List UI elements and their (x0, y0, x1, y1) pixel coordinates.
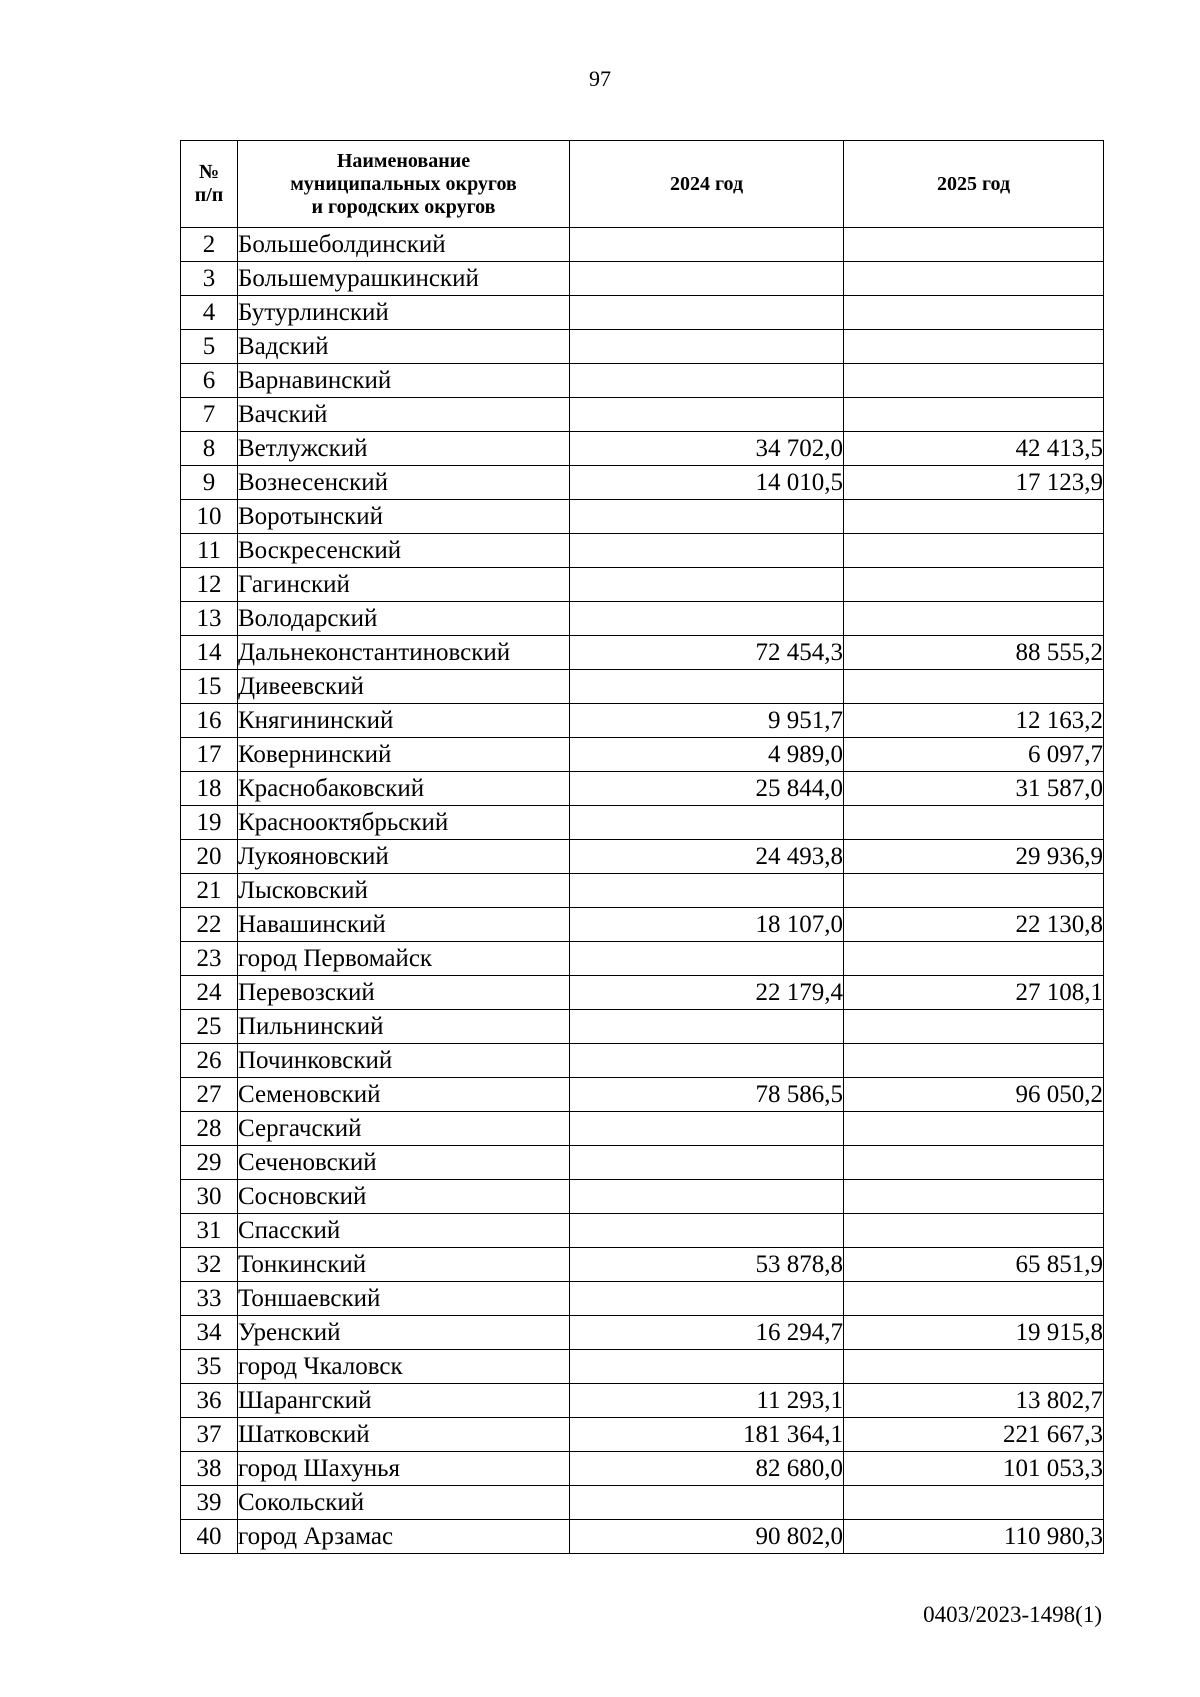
table-row (181, 1350, 1104, 1384)
row-value-2025 (844, 1486, 1104, 1520)
row-value-2025 (844, 1044, 1104, 1078)
row-number: 2 (181, 228, 238, 262)
row-value-2024: 82 680,0 (570, 1452, 844, 1486)
row-value-2025 (844, 228, 1104, 262)
row-value-2025: 13 802,7 (844, 1384, 1104, 1418)
row-number: 29 (181, 1146, 238, 1180)
row-number: 31 (181, 1214, 238, 1248)
row-value-2025: 88 555,2 (844, 636, 1104, 670)
table-row (181, 500, 1104, 534)
table-row (181, 1044, 1104, 1078)
row-value-2024 (570, 568, 844, 602)
row-value-2024 (570, 500, 844, 534)
table-row (181, 364, 1104, 398)
row-name: Сосновский (238, 1180, 570, 1214)
row-number: 20 (181, 840, 238, 874)
row-number: 16 (181, 704, 238, 738)
row-number: 18 (181, 772, 238, 806)
row-number: 30 (181, 1180, 238, 1214)
row-name: Тоншаевский (238, 1282, 570, 1316)
row-number: 13 (181, 602, 238, 636)
row-value-2024: 78 586,5 (570, 1078, 844, 1112)
row-number: 36 (181, 1384, 238, 1418)
row-value-2024: 181 364,1 (570, 1418, 844, 1452)
row-value-2024: 53 878,8 (570, 1248, 844, 1282)
row-name: Краснобаковский (238, 772, 570, 806)
row-name: Вознесенский (238, 466, 570, 500)
table-row (181, 330, 1104, 364)
table-row (181, 840, 1104, 874)
allocation-table (180, 140, 1104, 1554)
row-name: Володарский (238, 602, 570, 636)
row-value-2024 (570, 296, 844, 330)
table-row (181, 228, 1104, 262)
row-value-2024: 34 702,0 (570, 432, 844, 466)
row-value-2024 (570, 228, 844, 262)
table-row (181, 636, 1104, 670)
row-value-2025: 22 130,8 (844, 908, 1104, 942)
row-number: 10 (181, 500, 238, 534)
row-value-2025 (844, 1112, 1104, 1146)
row-value-2025 (844, 1010, 1104, 1044)
row-value-2024: 14 010,5 (570, 466, 844, 500)
table-row (181, 738, 1104, 772)
header-num (181, 141, 238, 228)
table-row (181, 976, 1104, 1010)
row-value-2024 (570, 1350, 844, 1384)
row-value-2024: 72 454,3 (570, 636, 844, 670)
row-value-2025 (844, 534, 1104, 568)
row-name: Спасский (238, 1214, 570, 1248)
row-value-2024 (570, 330, 844, 364)
row-name: Ковернинский (238, 738, 570, 772)
row-value-2024: 18 107,0 (570, 908, 844, 942)
row-value-2024: 11 293,1 (570, 1384, 844, 1418)
row-number: 5 (181, 330, 238, 364)
row-number: 21 (181, 874, 238, 908)
row-name: Воротынский (238, 500, 570, 534)
row-name: город Шахунья (238, 1452, 570, 1486)
row-value-2024: 25 844,0 (570, 772, 844, 806)
row-name: Краснооктябрьский (238, 806, 570, 840)
row-name: Шарангский (238, 1384, 570, 1418)
table-row (181, 1112, 1104, 1146)
row-value-2025: 31 587,0 (844, 772, 1104, 806)
row-value-2024 (570, 806, 844, 840)
row-name: Большеболдинский (238, 228, 570, 262)
table-row (181, 806, 1104, 840)
row-number: 3 (181, 262, 238, 296)
row-name: Семеновский (238, 1078, 570, 1112)
table-row (181, 1146, 1104, 1180)
row-value-2024 (570, 1112, 844, 1146)
row-value-2024: 24 493,8 (570, 840, 844, 874)
row-number: 27 (181, 1078, 238, 1112)
row-number: 11 (181, 534, 238, 568)
row-number: 37 (181, 1418, 238, 1452)
row-value-2025: 101 053,3 (844, 1452, 1104, 1486)
row-number: 34 (181, 1316, 238, 1350)
row-value-2025: 19 915,8 (844, 1316, 1104, 1350)
page-number: 97 (589, 66, 611, 91)
table-row (181, 1316, 1104, 1350)
header-num-label: № п/п (194, 161, 224, 206)
row-name: Сокольский (238, 1486, 570, 1520)
row-value-2024 (570, 874, 844, 908)
row-number: 32 (181, 1248, 238, 1282)
row-name: город Чкаловск (238, 1350, 570, 1384)
table-row (181, 1010, 1104, 1044)
table-row (181, 874, 1104, 908)
row-value-2024 (570, 670, 844, 704)
row-name: Починковский (238, 1044, 570, 1078)
row-value-2024 (570, 1486, 844, 1520)
table-row (181, 908, 1104, 942)
table-row (181, 1248, 1104, 1282)
row-number: 23 (181, 942, 238, 976)
table-row (181, 1282, 1104, 1316)
row-value-2024 (570, 1146, 844, 1180)
row-value-2025 (844, 1180, 1104, 1214)
row-value-2024 (570, 1282, 844, 1316)
row-value-2024 (570, 1044, 844, 1078)
table-row (181, 670, 1104, 704)
row-value-2025: 29 936,9 (844, 840, 1104, 874)
table-row (181, 568, 1104, 602)
table-row (181, 1214, 1104, 1248)
row-number: 8 (181, 432, 238, 466)
row-number: 7 (181, 398, 238, 432)
row-value-2024 (570, 364, 844, 398)
table-row (181, 942, 1104, 976)
row-value-2025: 17 123,9 (844, 466, 1104, 500)
row-value-2024: 22 179,4 (570, 976, 844, 1010)
table-row (181, 466, 1104, 500)
row-number: 6 (181, 364, 238, 398)
row-name: Вадский (238, 330, 570, 364)
row-value-2025 (844, 1282, 1104, 1316)
header-name (238, 141, 570, 228)
header-year-2025: 2025 год (844, 141, 1104, 228)
table-row (181, 296, 1104, 330)
row-name: Ветлужский (238, 432, 570, 466)
row-number: 39 (181, 1486, 238, 1520)
row-number: 40 (181, 1520, 238, 1554)
row-number: 33 (181, 1282, 238, 1316)
table-row (181, 602, 1104, 636)
row-value-2025 (844, 500, 1104, 534)
row-value-2025: 65 851,9 (844, 1248, 1104, 1282)
row-number: 26 (181, 1044, 238, 1078)
header-name-label: Наименование муниципальных округов и городских округов (290, 149, 517, 218)
row-number: 28 (181, 1112, 238, 1146)
row-name: Сергачский (238, 1112, 570, 1146)
table-row (181, 398, 1104, 432)
row-number: 35 (181, 1350, 238, 1384)
row-name: Варнавинский (238, 364, 570, 398)
row-value-2025 (844, 364, 1104, 398)
table-row (181, 432, 1104, 466)
row-number: 4 (181, 296, 238, 330)
row-value-2024: 90 802,0 (570, 1520, 844, 1554)
row-value-2024 (570, 942, 844, 976)
row-value-2025: 110 980,3 (844, 1520, 1104, 1554)
table-row (181, 534, 1104, 568)
table-row (181, 1452, 1104, 1486)
row-value-2025: 42 413,5 (844, 432, 1104, 466)
row-number: 14 (181, 636, 238, 670)
row-name: Шатковский (238, 1418, 570, 1452)
table-row (181, 772, 1104, 806)
row-value-2025 (844, 262, 1104, 296)
table-row (181, 1520, 1104, 1554)
row-name: Лысковский (238, 874, 570, 908)
row-name: Бутурлинский (238, 296, 570, 330)
table-row (181, 262, 1104, 296)
row-name: Дивеевский (238, 670, 570, 704)
row-value-2024 (570, 1180, 844, 1214)
row-number: 19 (181, 806, 238, 840)
table-row (181, 1180, 1104, 1214)
row-name: Пильнинский (238, 1010, 570, 1044)
table-row (181, 1078, 1104, 1112)
table-row (181, 1384, 1104, 1418)
row-value-2024: 9 951,7 (570, 704, 844, 738)
row-name: Уренский (238, 1316, 570, 1350)
row-name: город Первомайск (238, 942, 570, 976)
row-value-2025 (844, 330, 1104, 364)
table-row (181, 1418, 1104, 1452)
row-name: Навашинский (238, 908, 570, 942)
row-number: 17 (181, 738, 238, 772)
row-value-2025 (844, 602, 1104, 636)
row-name: Сеченовский (238, 1146, 570, 1180)
row-value-2025: 6 097,7 (844, 738, 1104, 772)
row-value-2025: 96 050,2 (844, 1078, 1104, 1112)
row-value-2025 (844, 1214, 1104, 1248)
row-value-2024: 4 989,0 (570, 738, 844, 772)
row-value-2025 (844, 296, 1104, 330)
row-value-2024 (570, 602, 844, 636)
row-name: Лукояновский (238, 840, 570, 874)
row-value-2025 (844, 1350, 1104, 1384)
row-value-2025 (844, 568, 1104, 602)
row-value-2024 (570, 262, 844, 296)
table-header-row (181, 141, 1104, 228)
row-value-2025: 27 108,1 (844, 976, 1104, 1010)
header-year-2024: 2024 год (570, 141, 844, 228)
row-number: 25 (181, 1010, 238, 1044)
row-name: Воскресенский (238, 534, 570, 568)
row-number: 12 (181, 568, 238, 602)
row-name: Княгининский (238, 704, 570, 738)
row-number: 24 (181, 976, 238, 1010)
row-name: Перевозский (238, 976, 570, 1010)
row-value-2025: 221 667,3 (844, 1418, 1104, 1452)
row-name: Гагинский (238, 568, 570, 602)
row-value-2025 (844, 874, 1104, 908)
row-value-2024: 16 294,7 (570, 1316, 844, 1350)
row-value-2024 (570, 398, 844, 432)
row-number: 9 (181, 466, 238, 500)
row-value-2024 (570, 534, 844, 568)
table-body (181, 228, 1104, 1554)
row-name: Большемурашкинский (238, 262, 570, 296)
row-value-2024 (570, 1010, 844, 1044)
row-name: Вачский (238, 398, 570, 432)
row-value-2025 (844, 1146, 1104, 1180)
table-row (181, 1486, 1104, 1520)
row-name: Дальнеконстантиновский (238, 636, 570, 670)
row-name: город Арзамас (238, 1520, 570, 1554)
row-value-2024 (570, 1214, 844, 1248)
row-number: 38 (181, 1452, 238, 1486)
row-value-2025 (844, 670, 1104, 704)
row-number: 22 (181, 908, 238, 942)
table-row (181, 704, 1104, 738)
row-value-2025 (844, 942, 1104, 976)
row-name: Тонкинский (238, 1248, 570, 1282)
row-value-2025 (844, 806, 1104, 840)
document-code: 0403/2023-1498(1) (923, 1602, 1102, 1627)
row-value-2025: 12 163,2 (844, 704, 1104, 738)
row-value-2025 (844, 398, 1104, 432)
row-number: 15 (181, 670, 238, 704)
